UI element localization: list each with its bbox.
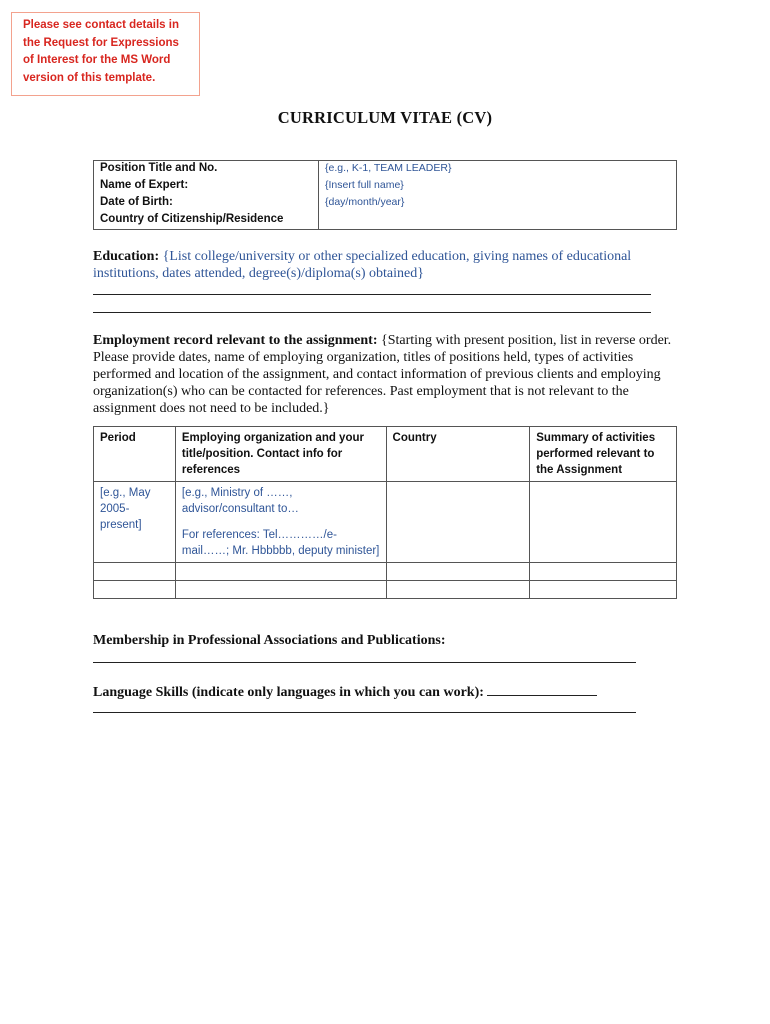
info-row: [94, 178, 677, 195]
example-references: For references: Tel…………/e-mail……; Mr. Hbbbbb, deputy minister]: [181, 529, 380, 557]
table-cell[interactable]: [530, 581, 677, 599]
info-label: Name of Expert:: [94, 178, 319, 195]
employment-section: [93, 332, 678, 417]
example-country[interactable]: [386, 482, 530, 563]
header-country: Country: [386, 427, 530, 482]
header-organization: Employing organization and your title/position. Contact info for references: [175, 427, 386, 482]
table-row: [94, 563, 677, 581]
table-cell[interactable]: [94, 563, 176, 581]
table-cell[interactable]: [386, 581, 530, 599]
language-section: [93, 683, 678, 701]
info-value[interactable]: [319, 212, 677, 230]
notice-line: Please see contact details in: [23, 19, 179, 31]
table-row: [94, 581, 677, 599]
expert-info-table: [93, 160, 677, 230]
info-row: [94, 195, 677, 212]
example-org-line: [e.g., Ministry of ……, advisor/consultant to…: [181, 487, 299, 515]
education-line-1[interactable]: [93, 294, 651, 295]
membership-line[interactable]: [93, 662, 636, 663]
education-label: Education:: [93, 249, 160, 264]
employment-hint: {Starting with present position, list in reverse order. Please provide dates, name of employing organization, titles of positions held, types of activities performed and location of the assignment, and contact information of previous clients and employing organization(s) who can be contacted for references. Past employment that is not relevant to the assignment does not need to be included.}: [93, 333, 672, 416]
info-label: Position Title and No.: [94, 161, 319, 179]
table-cell[interactable]: [175, 581, 386, 599]
info-row: [94, 161, 677, 179]
education-line-2[interactable]: [93, 312, 651, 313]
language-label: Language Skills (indicate only languages in which you can work):: [93, 685, 484, 700]
header-summary: Summary of activities performed relevant to the Assignment: [530, 427, 677, 482]
employment-table: [93, 426, 677, 599]
example-summary[interactable]: [530, 482, 677, 563]
membership-label: Membership in Professional Associations and Publications:: [93, 633, 446, 648]
table-cell[interactable]: [386, 563, 530, 581]
language-blank[interactable]: [487, 683, 597, 696]
info-value[interactable]: {Insert full name}: [319, 178, 677, 195]
info-value[interactable]: {e.g., K-1, TEAM LEADER}: [319, 161, 677, 179]
template-notice-box: [11, 12, 200, 96]
table-cell[interactable]: [530, 563, 677, 581]
header-period: Period: [94, 427, 176, 482]
info-label: Date of Birth:: [94, 195, 319, 212]
employment-header-row: [94, 427, 677, 482]
info-label: Country of Citizenship/Residence: [94, 212, 319, 230]
example-organization[interactable]: [175, 482, 386, 563]
table-cell[interactable]: [175, 563, 386, 581]
info-row: [94, 212, 677, 230]
employment-label: Employment record relevant to the assignment:: [93, 333, 378, 348]
info-value[interactable]: {day/month/year}: [319, 195, 677, 212]
notice-line: of Interest for the MS Word: [23, 54, 171, 66]
page-title: CURRICULUM VITAE (CV): [277, 108, 493, 127]
employment-example-row: [94, 482, 677, 563]
education-section: [93, 248, 678, 282]
example-period[interactable]: [e.g., May 2005-present]: [94, 482, 176, 563]
table-cell[interactable]: [94, 581, 176, 599]
language-line[interactable]: [93, 712, 636, 713]
education-hint: {List college/university or other specialized education, giving names of educational institutions, dates attended, degree(s)/diploma(s) obtained}: [93, 249, 632, 281]
notice-line: version of this template.: [23, 71, 156, 84]
notice-line: the Request for Expressions: [23, 36, 179, 49]
